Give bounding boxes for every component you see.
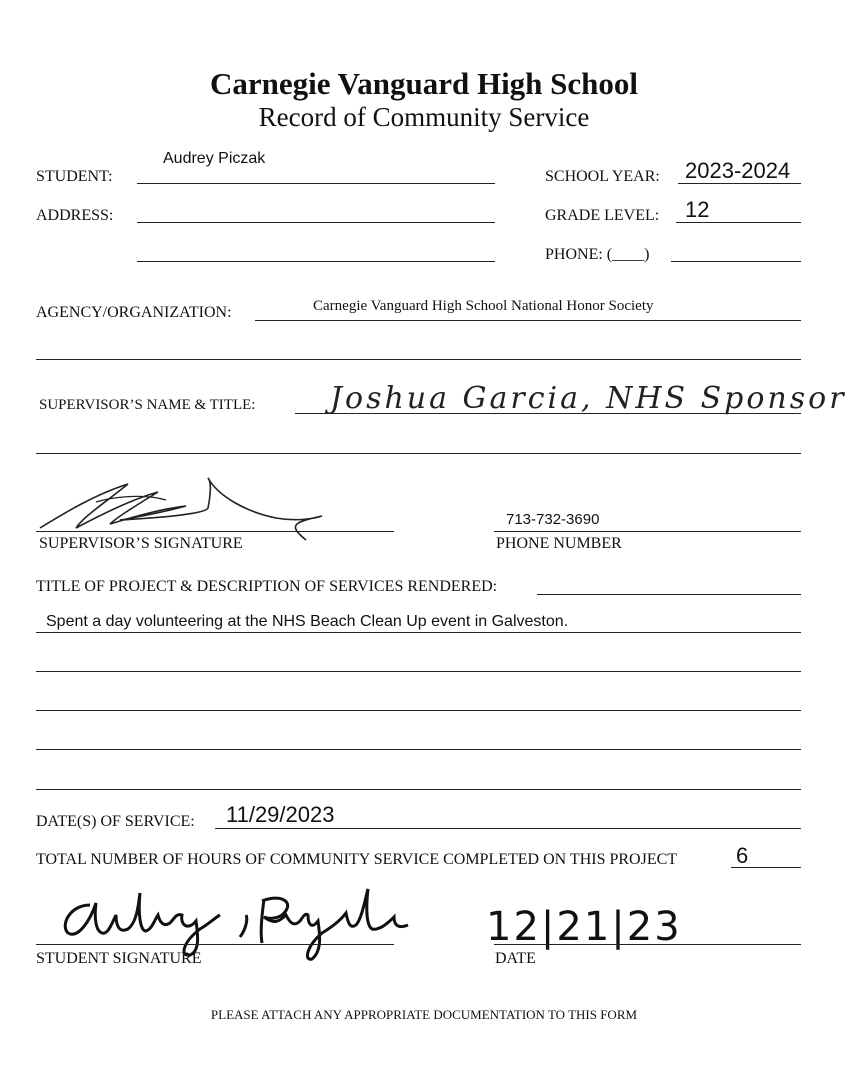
footer-note: PLEASE ATTACH ANY APPROPRIATE DOCUMENTATION TO THIS FORM [210, 1007, 638, 1022]
supervisor-handwriting [300, 372, 847, 422]
agency-line-2 [36, 359, 801, 360]
student-signature-label: STUDENT SIGNATURE [36, 950, 202, 967]
project-line-1 [36, 632, 801, 633]
supervisor-line-2 [36, 453, 801, 454]
project-line-5 [36, 789, 801, 790]
supervisor-phone-label: PHONE NUMBER [496, 535, 622, 552]
project-line-2 [36, 671, 801, 672]
grade-level-label: GRADE LEVEL: [545, 207, 660, 224]
supervisor-label: SUPERVISOR’S NAME & TITLE: [39, 397, 256, 413]
dates-line [215, 828, 801, 829]
supervisor-signature-mark [36, 472, 406, 544]
address-line-2[interactable] [137, 261, 495, 262]
total-hours-label: TOTAL NUMBER OF HOURS OF COMMUNITY SERVICE COMPLETED ON THIS PROJECT [36, 851, 678, 868]
student-label: STUDENT: [36, 168, 113, 185]
date-value: 12|21|23 [486, 904, 682, 950]
school-name: Carnegie Vanguard High School [209, 66, 639, 101]
phone-label: PHONE: (____) [545, 246, 650, 263]
total-hours-value[interactable]: 6 [736, 843, 749, 868]
date-line[interactable] [494, 944, 801, 945]
project-title-line[interactable] [537, 594, 801, 595]
school-year-label: SCHOOL YEAR: [545, 168, 660, 185]
supervisor-phone-value[interactable]: 713-732-3690 [506, 511, 600, 528]
student-line [137, 183, 495, 184]
school-year-value[interactable]: 2023-2024 [685, 158, 791, 183]
date-label: DATE [495, 950, 536, 967]
address-label: ADDRESS: [36, 207, 114, 224]
student-name-value[interactable]: Audrey Piczak [163, 150, 266, 167]
supervisor-signature-label: SUPERVISOR’S SIGNATURE [39, 535, 243, 552]
dates-value[interactable]: 11/29/2023 [226, 802, 335, 827]
project-label: TITLE OF PROJECT & DESCRIPTION OF SERVICES RENDERED: [36, 578, 498, 595]
grade-level-value[interactable]: 12 [685, 197, 710, 222]
grade-level-line [676, 222, 801, 223]
student-signature-line[interactable] [36, 944, 394, 945]
agency-line [255, 320, 801, 321]
form-title: Record of Community Service [258, 102, 590, 132]
agency-label: AGENCY/ORGANIZATION: [36, 304, 232, 321]
total-hours-line [731, 867, 801, 868]
project-line-3 [36, 710, 801, 711]
project-description-value[interactable]: Spent a day volunteering at the NHS Beach Clean Up event in Galveston. [46, 613, 569, 630]
school-year-line [678, 183, 801, 184]
supervisor-name-value: Joshua Garcia, NHS Sponsor [330, 381, 847, 416]
dates-label: DATE(S) OF SERVICE: [36, 813, 195, 830]
date-handwriting [486, 896, 686, 950]
address-line-1[interactable] [137, 222, 495, 223]
phone-line[interactable] [671, 261, 801, 262]
supervisor-signature-line[interactable] [36, 531, 394, 532]
supervisor-phone-line [494, 531, 801, 532]
agency-value[interactable]: Carnegie Vanguard High School National Honor Society [313, 298, 654, 314]
project-line-4 [36, 749, 801, 750]
